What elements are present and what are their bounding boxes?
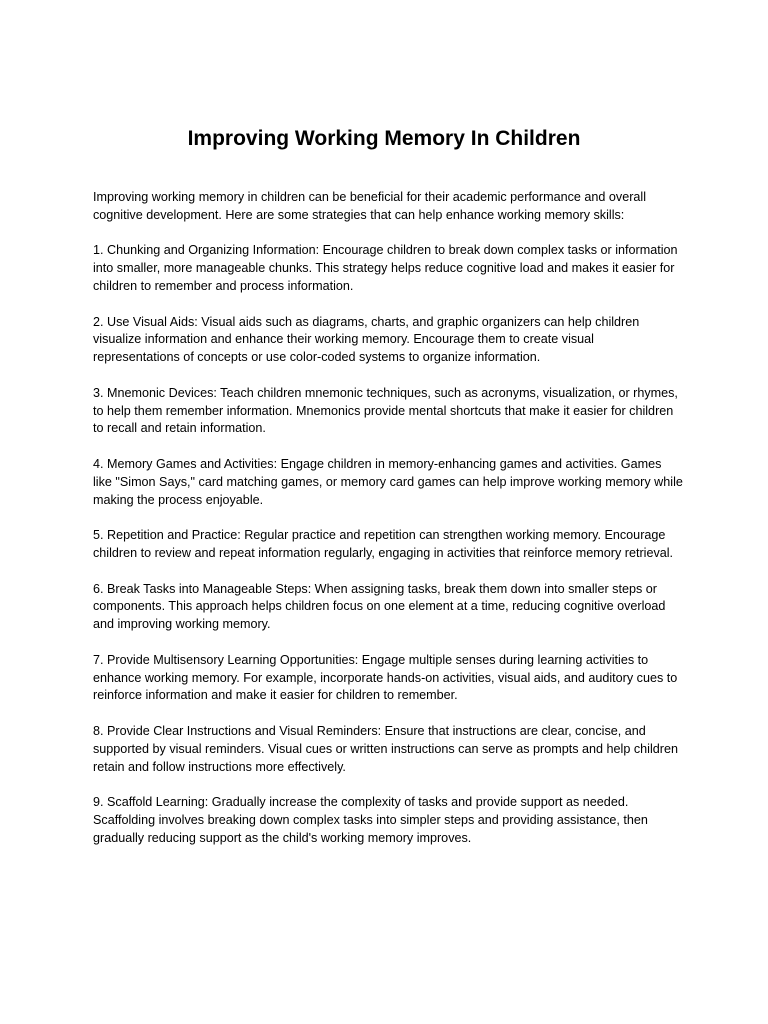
strategy-paragraph-7: 7. Provide Multisensory Learning Opportunities: Engage multiple senses during learning activities to enhance working memory. For example, incorporate hands-on activities, visual aids, and auditory cues to reinforce information and make it easier for children to remember.	[93, 652, 678, 703]
strategy-paragraph-3: 3. Mnemonic Devices: Teach children mnemonic techniques, such as acronyms, visualization, or rhymes, to help them remember information. Mnemonics provide mental shortcuts that make it easier for children to recall and retain information.	[93, 385, 678, 436]
strategy-paragraph-4: 4. Memory Games and Activities: Engage children in memory-enhancing games and activities. Games like "Simon Says," card matching games, or memory card games can help improve working memory while making the process enjoyable.	[93, 456, 683, 507]
strategy-paragraph-8: 8. Provide Clear Instructions and Visual Reminders: Ensure that instructions are clear, concise, and supported by visual reminders. Visual cues or written instructions can serve as prompts and help children retain and follow instructions more effectively.	[93, 723, 678, 774]
strategy-paragraph-2: 2. Use Visual Aids: Visual aids such as diagrams, charts, and graphic organizers can help children visualize information and enhance their working memory. Encourage them to create visual representations of concepts or use color-coded systems to organize information.	[93, 314, 640, 365]
document-body	[93, 189, 683, 865]
strategy-paragraph-9: 9. Scaffold Learning: Gradually increase the complexity of tasks and provide support as needed. Scaffolding involves breaking down complex tasks into simpler steps and providing assistance, then gradually reducing support as the child's working memory improves.	[93, 795, 648, 845]
strategy-paragraph-5: 5. Repetition and Practice: Regular practice and repetition can strengthen working memory. Encourage children to review and repeat information regularly, engaging in activities that reinforce memory retrieval.	[93, 528, 674, 560]
document-title: Improving Working Memory In Children	[187, 127, 581, 150]
strategy-paragraph-6: 6. Break Tasks into Manageable Steps: When assigning tasks, break them down into smaller steps or components. This approach helps children focus on one element at a time, reducing cognitive overload and improving working memory.	[93, 581, 666, 632]
strategy-paragraph-1: 1. Chunking and Organizing Information: Encourage children to break down complex tasks or information into smaller, more manageable chunks. This strategy helps reduce cognitive load and makes it easier for children to remember and process information.	[93, 243, 678, 293]
intro-paragraph: Improving working memory in children can be beneficial for their academic performance and overall cognitive development. Here are some strategies that can help enhance working memory skills:	[93, 190, 646, 222]
